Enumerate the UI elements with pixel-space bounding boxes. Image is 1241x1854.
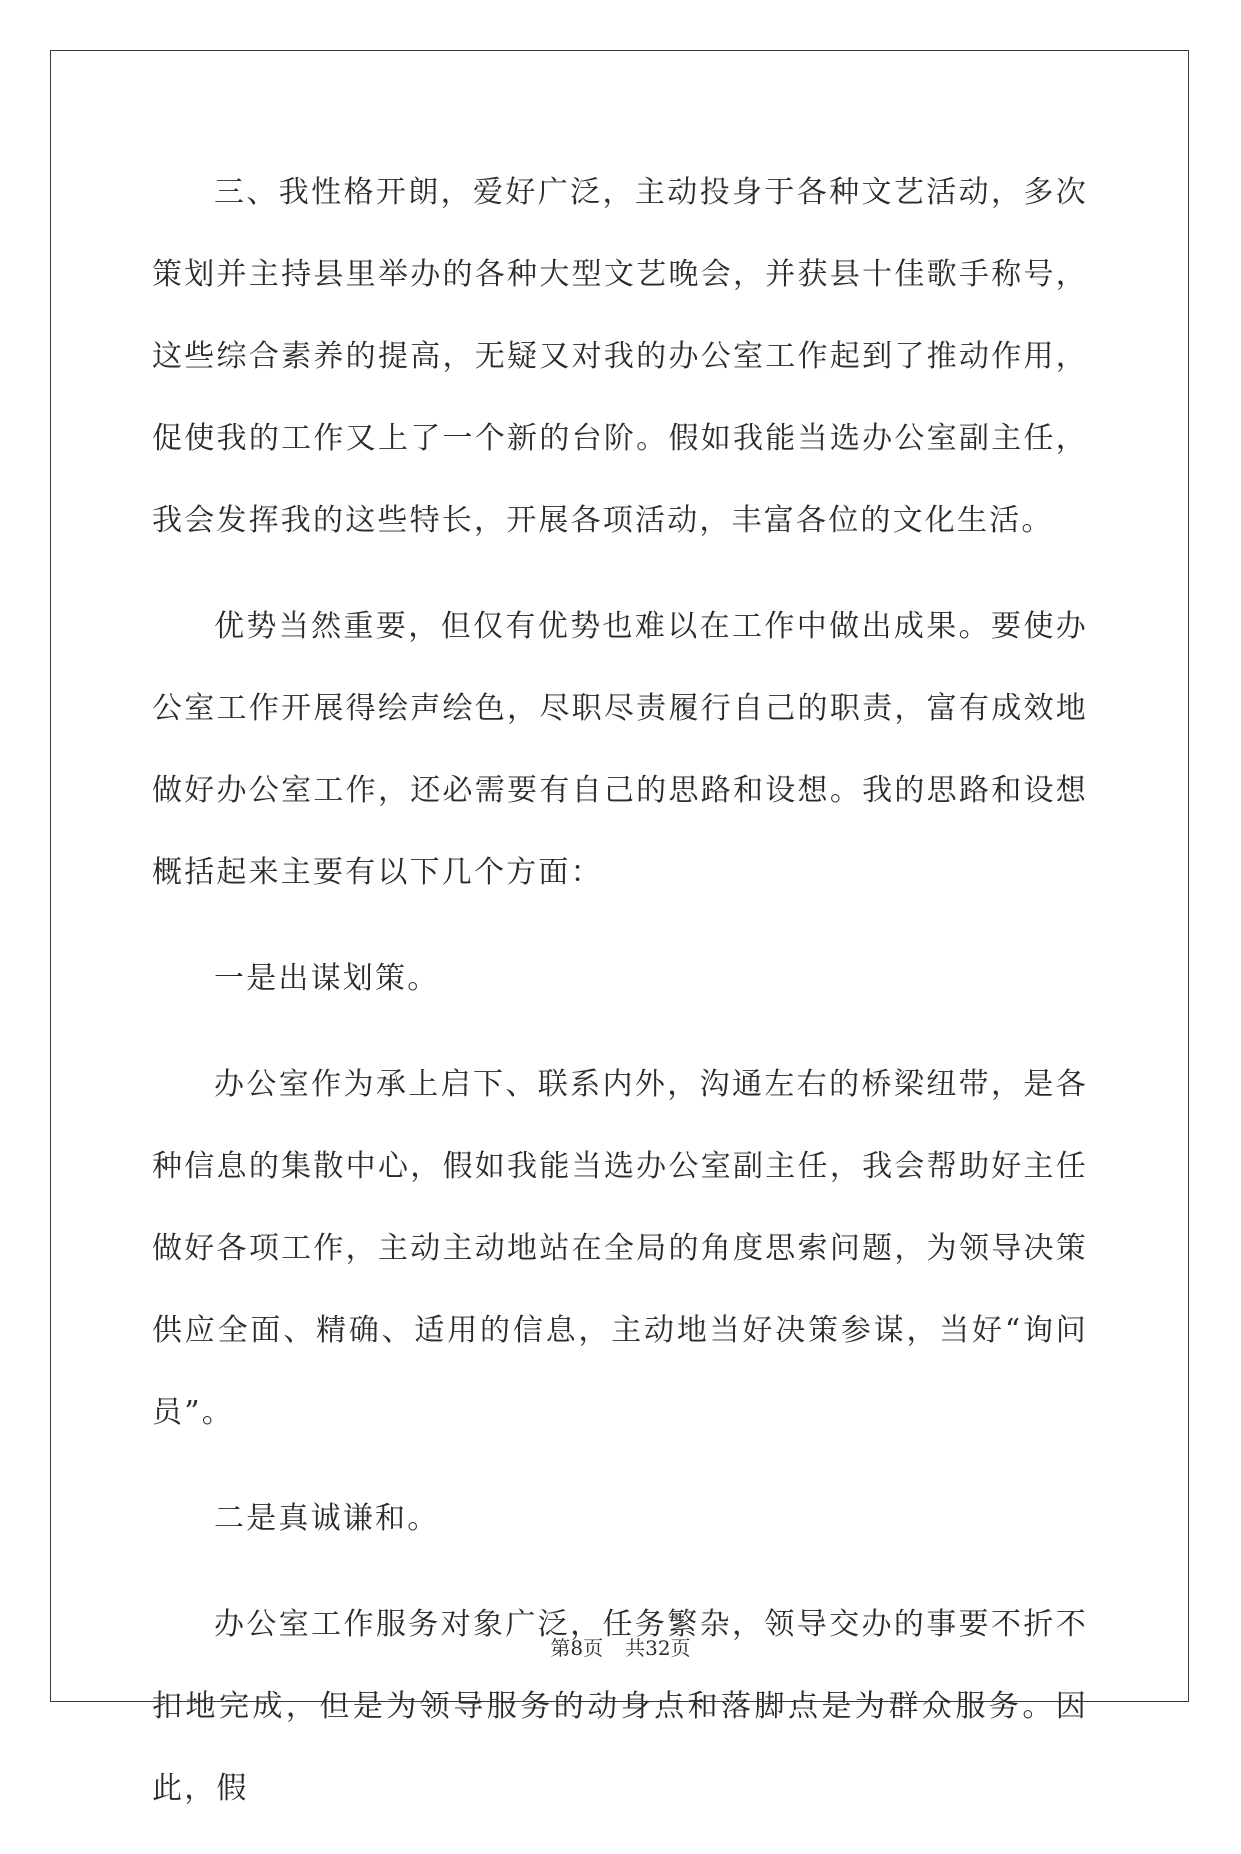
paragraph: 优势当然重要，但仅有优势也难以在工作中做出成果。要使办公室工作开展得绘声绘色，尽职尽责履行自己的职责，富有成效地做好办公室工作，还必需要有自己的思路和设想。我的思路和设想概括起来主要有以下几个方面： [152, 609, 1088, 890]
paragraph: 办公室作为承上启下、联系内外，沟通左右的桥梁纽带，是各种信息的集散中心，假如我能当选办公室副主任，我会帮助好主任做好各项工作，主动主动地站在全局的角度思索问题，为领导决策供应全面、精确、适用的信息，主动地当好决策参谋，当好“询问员”。 [152, 1067, 1088, 1430]
paragraph: 一是出谋划策。 [214, 961, 440, 996]
document-body [152, 152, 1088, 1854]
page-number-total: 共32页 [625, 1636, 691, 1660]
paragraph: 二是真诚谦和。 [214, 1501, 440, 1536]
page-number-current: 第8页 [550, 1636, 604, 1660]
paragraph: 办公室工作服务对象广泛，任务繁杂，领导交办的事要不折不扣地完成，但是为领导服务的动身点和落脚点是为群众服务。因此，假 [152, 1607, 1088, 1806]
paragraph: 三、我性格开朗，爱好广泛，主动投身于各种文艺活动，多次策划并主持县里举办的各种大型文艺晚会，并获县十佳歌手称号，这些综合素养的提高，无疑又对我的办公室工作起到了推动作用，促使我的工作又上了一个新的台阶。假如我能当选办公室副主任，我会发挥我的这些特长，开展各项活动，丰富各位的文化生活。 [152, 175, 1088, 538]
page-footer [0, 1632, 1241, 1661]
